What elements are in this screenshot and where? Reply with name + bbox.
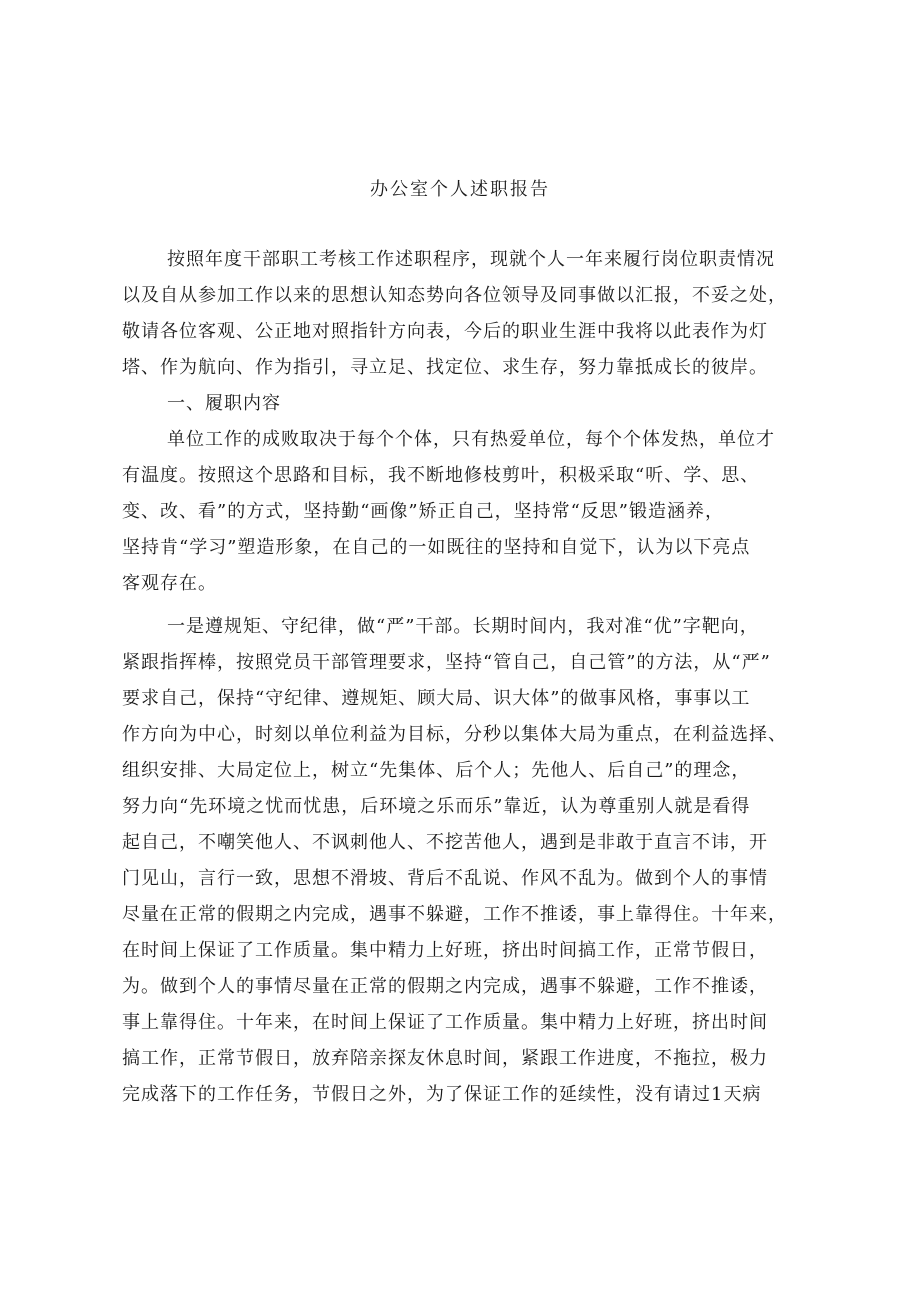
paragraph-line: 单位工作的成败取决于每个个体，只有热爱单位，每个个体发热，单位才 [167,429,775,450]
paragraph-line: 作方向为中心，时刻以单位利益为目标，分秒以集体大局为重点，在利益选择、 [122,724,787,745]
paragraph-line: 为。做到个人的事情尽量在正常的假期之内完成，遇事不躲避，工作不推诿， [122,976,768,997]
paragraph-line: 以及自从参加工作以来的思想认知态势向各位领导及同事做以汇报，不妥之处， [122,285,787,306]
paragraph-line: 客观存在。 [122,573,217,594]
document-body [122,250,798,1121]
paragraph-line: 门见山，言行一致，思想不滑坡、背后不乱说、作风不乱为。做到个人的事情 [122,868,768,889]
paragraph-line: 起自己，不嘲笑他人、不讽刺他人、不挖苦他人，遇到是非敢于直言不讳，开 [122,832,768,853]
paragraph-line: 按照年度干部职工考核工作述职程序，现就个人一年来履行岗位职责情况 [167,249,775,270]
paragraph-line: 变、改、看”的方式，坚持勤“画像”矫正自己，坚持常“反思”锻造涵养， [122,501,725,522]
paragraph-line: 一是遵规矩、守纪律，做“严”干部。长期时间内，我对准“优”字靶向， [167,616,759,637]
section-heading: 一、履职内容 [167,393,281,414]
paragraph-line: 要求自己，保持“守纪律、遵规矩、顾大局、识大体”的做事风格，事事以工 [122,688,751,709]
paragraph-line: 紧跟指挥棒，按照党员干部管理要求，坚持“管自己，自己管”的方法，从“严” [122,652,771,673]
paragraph-line: 努力向“先环境之忧而忧患，后环境之乐而乐”靠近，认为尊重别人就是看得 [122,796,751,817]
paragraph-line: 事上靠得住。十年来，在时间上保证了工作质量。集中精力上好班，挤出时间 [122,1012,768,1033]
paragraph-line: 塔、作为航向、作为指引，寻立足、找定位、求生存，努力靠抵成长的彼岸。 [122,357,768,378]
page-title: 办公室个人述职报告 [370,179,550,200]
paragraph-line: 搞工作，正常节假日，放弃陪亲探友休息时间，紧跟工作进度，不拖拉，极力 [122,1048,768,1069]
paragraph-line: 完成落下的工作任务，节假日之外，为了保证工作的延续性，没有请过1天病 [122,1084,762,1105]
paragraph-line: 尽量在正常的假期之内完成，遇事不躲避，工作不推诿，事上靠得住。十年来， [122,904,787,925]
paragraph-line: 在时间上保证了工作质量。集中精力上好班，挤出时间搞工作，正常节假日， [122,940,768,961]
paragraph-line: 坚持肯“学习”塑造形象，在自己的一如既往的坚持和自觉下，认为以下亮点 [122,537,751,558]
paragraph-line: 组织安排、大局定位上，树立“先集体、后个人；先他人、后自己”的理念， [122,760,751,781]
paragraph-line: 有温度。按照这个思路和目标，我不断地修枝剪叶，积极采取“听、学、思、 [122,465,760,486]
paragraph-line: 敬请各位客观、公正地对照指针方向表，今后的职业生涯中我将以此表作为灯 [122,321,768,342]
